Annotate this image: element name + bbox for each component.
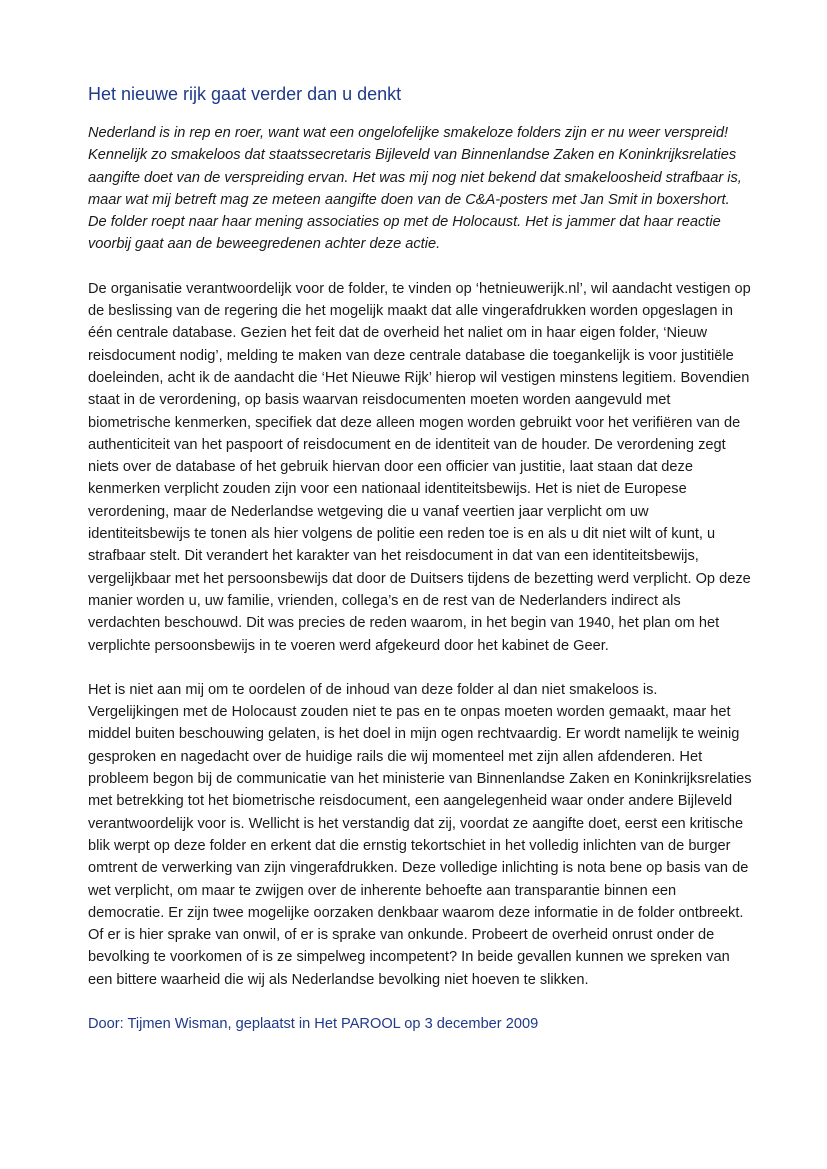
article-paragraph-1: De organisatie verantwoordelijk voor de folder, te vinden op ‘hetnieuwerijk.nl’, wil aandacht vestigen op de beslissing van de regering die het mogelijk maakt dat alle vingerafdrukken worden opgeslagen in één centrale database. Gezien het feit dat de overheid het naliet om in haar eigen folder, ‘Nieuw reisdocument nodig’, melding te maken van deze centrale database die toegankelijk is voor justitiële doeleinden, acht ik de aandacht die ‘Het Nieuwe Rijk’ hierop wil vestigen minstens legitiem. Bovendien staat in de verordening, op basis waarvan reisdocumenten moeten worden aangevuld met biometrische kenmerken, specifiek dat deze alleen mogen worden gebruikt voor het verifiëren van de authenticiteit van het paspoort of reisdocument en de identiteit van de houder. De verordening zegt niets over de database of het gebruik hiervan door een officier van justitie, laat staan dat deze kenmerken verplicht zouden zijn voor een nationaal identiteitsbewijs. Het is niet de Europese verordening, maar de Nederlandse wetgeving die u vanaf veertien jaar verplicht om uw identiteitsbewijs te tonen als hier volgens de politie een reden toe is en als u dit niet wilt of kunt, u strafbaar stelt. Dit verandert het karakter van het reisdocument in dat van een identiteitsbewijs, vergelijkbaar met het persoonsbewijs dat door de Duitsers tijdens de bezetting werd verplicht. Op deze manier worden u, uw familie, vrienden, collega’s en de rest van de Nederlanders indirect als verdachten beschouwd. Dit was precies de reden waarom, in het begin van 1940, het plan om het verplichte persoonsbewijs in te voeren werd afgekeurd door het kabinet de Geer. [88, 280, 751, 654]
article-lead: Nederland is in rep en roer, want wat een ongelofelijke smakeloze folders zijn er nu weer verspreid! Kennelijk zo smakeloos dat staatssecretaris Bijleveld van Binnenlandse Zaken en Koninkrijksrelaties aangifte doet van de verspreiding ervan. Het was mij nog niet bekend dat smakeloosheid strafbaar is, maar wat mij betreft mag ze meteen aangifte doen van de C&A-posters met Jan Smit in boxershort. De folder roept naar haar mening associaties op met de Holocaust. Het is jammer dat haar reactie voorbij gaat aan de beweegredenen achter deze actie. [88, 125, 742, 253]
article-title: Het nieuwe rijk gaat verder dan u denkt [88, 84, 402, 104]
article [88, 82, 752, 1035]
article-paragraph-2: Het is niet aan mij om te oordelen of de inhoud van deze folder al dan niet smakeloos is. Vergelijkingen met de Holocaust zouden niet te pas en te onpas moeten worden gemaakt, maar het middel buiten beschouwing gelaten, is het doel in mijn ogen rechtvaardig. Er wordt namelijk te weinig gesproken en nagedacht over de huidige rails die wij momenteel met zijn allen afdenderen. Het probleem begon bij de communicatie van het ministerie van Binnenlandse Zaken en Koninkrijksrelaties met betrekking tot het biometrische reisdocument, een aangelegenheid waar onder andere Bijleveld verantwoordelijk voor is. Wellicht is het verstandig dat zij, voordat ze aangifte doet, eerst een kritische blik werpt op deze folder en erkent dat die ernstig tekortschiet in het volledig inlichten van de burger omtrent de verwerking van zijn vingerafdrukken. Deze volledige inlichting is nota bene op basis van de wet verplicht, om maar te zwijgen over de inherente behoefte aan transparantie binnen een democratie. Er zijn twee mogelijke oorzaken denkbaar waarom deze informatie in de folder ontbreekt. Of er is hier sprake van onwil, of er is sprake van onkunde. Probeert de overheid onrust onder de bevolking te voorkomen of is ze simpelweg incompetent? In beide gevallen kunnen we spreken van een bittere waarheid die wij als Nederlandse bevolking niet hoeven te slikken. [88, 681, 752, 988]
article-byline: Door: Tijmen Wisman, geplaatst in Het PAROOL op 3 december 2009 [88, 1015, 539, 1032]
